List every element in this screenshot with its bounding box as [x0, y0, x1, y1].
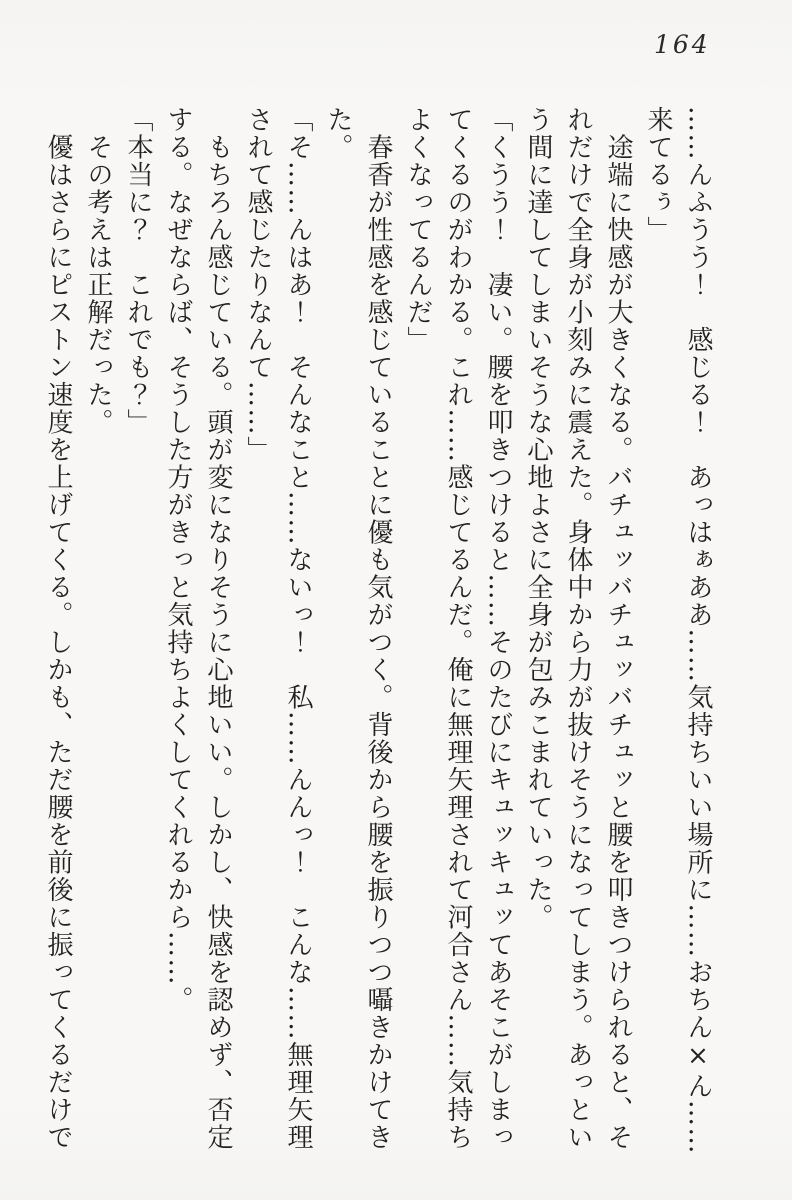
text-line-3: 途端に快感が大きくなる。バチュッバチュッバチュッと腰を叩きつけられると、そ	[603, 106, 633, 1151]
text-line-13: もちろん感じている。頭が変になりそうに心地いい。しかし、快感を認めず、否定	[203, 106, 233, 1151]
text-line-14: する。なぜならば、そうした方がきっと気持ちよくしてくれるから……。	[163, 106, 193, 1014]
text-line-5: う間に達してしまいそうな心地よさに全身が包みこまれていった。	[523, 106, 553, 931]
text-line-1: ……んふうう！ 感じる！ あっはぁああ……気持ちいい場所に……おちん×ん……	[683, 106, 713, 1155]
page-number: 164	[654, 30, 711, 59]
text-line-12: されて感じたりなんて……」	[243, 106, 273, 464]
text-line-7: てくるのがわかる。これ……感じてるんだ。俺に無理矢理されて河合さん……気持ち	[443, 106, 473, 1151]
text-line-11: 「そ……んはあ！ そんなこと……ないっ！ 私……んんっ！ こんな……無理矢理	[283, 106, 313, 1151]
text-line-10: た。	[323, 106, 353, 161]
text-line-17: 優はさらにピストン速度を上げてくる。しかも、ただ腰を前後に振ってくるだけで	[43, 106, 73, 1151]
text-line-4: れだけで全身が小刻みに震えた。身体中から力が抜けそうになってしまう。あっとい	[563, 106, 593, 1151]
text-line-6: 「くうう！ 凄い。腰を叩きつけると……そのたびにキュッキュッてあそこがしまっ	[483, 106, 513, 1151]
text-line-2: 来てるぅ」	[643, 106, 673, 244]
body-text	[38, 106, 718, 1172]
text-line-16: その考えは正解だった。	[83, 106, 113, 436]
text-line-8: よくなってるんだ」	[403, 106, 433, 354]
text-line-9: 春香が性感を感じていることに優も気がつく。背後から腰を振りつつ囁きかけてき	[363, 106, 393, 1151]
text-line-15: 「本当に？ これでも？」	[123, 106, 153, 436]
